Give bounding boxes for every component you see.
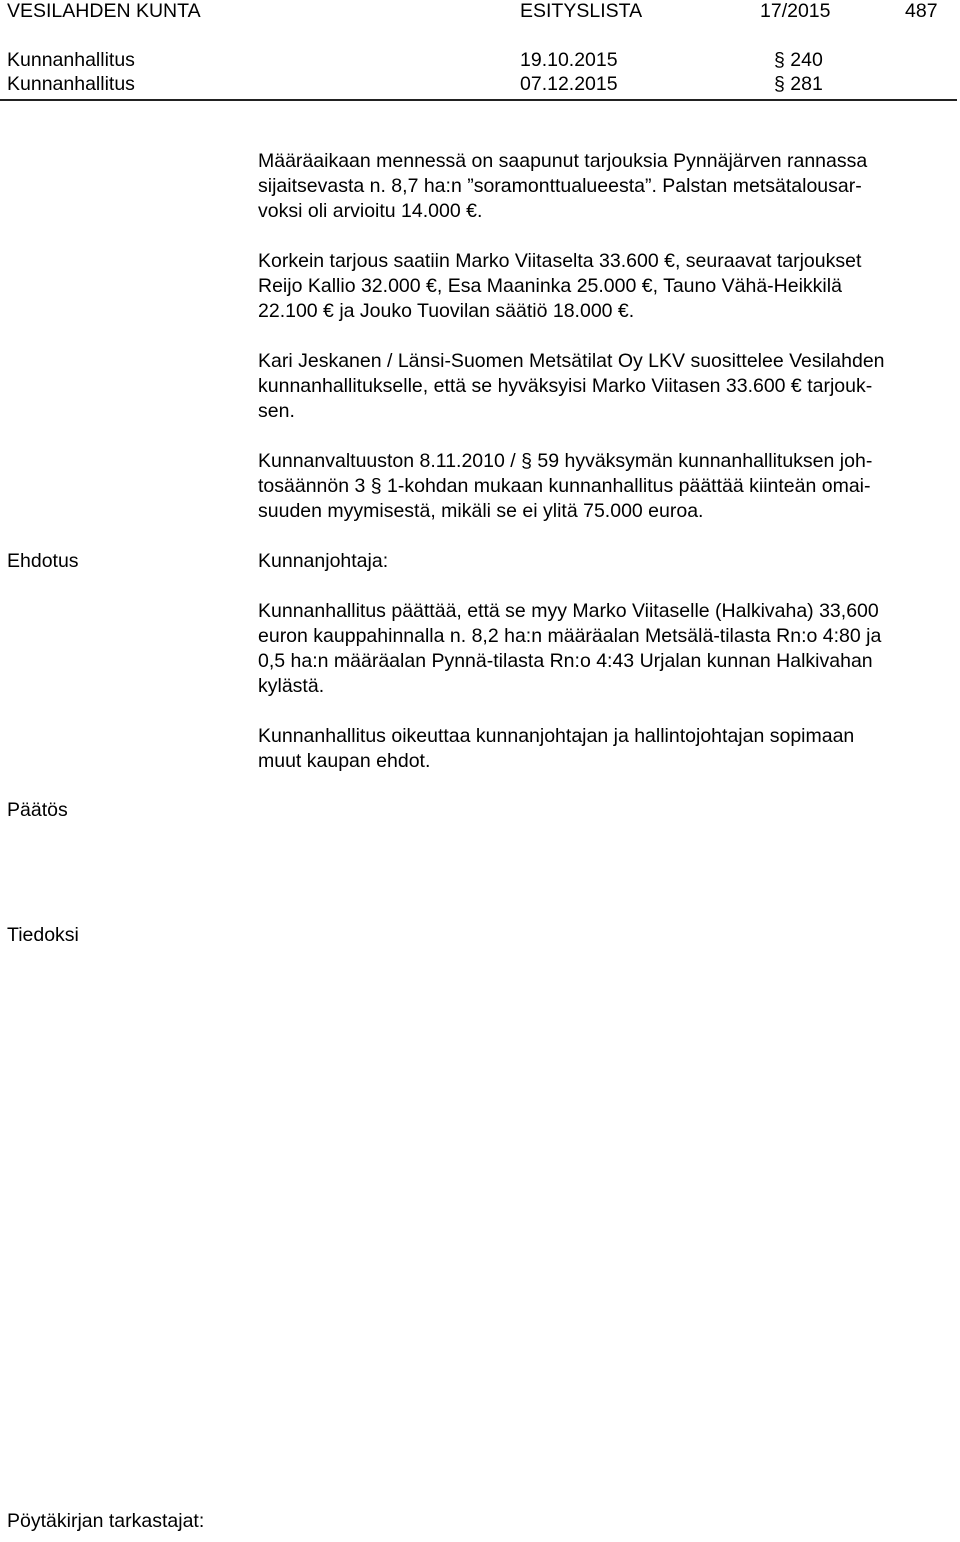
text-line: suuden myymisestä, mikäli se ei ylitä 75.000 euroa. [258,500,704,522]
page-number: 487 [905,0,938,22]
text-line: muut kaupan ehdot. [258,750,431,772]
text-line: voksi oli arvioitu 14.000 €. [258,200,483,222]
recommendation-paragraph [258,349,958,424]
regulation-paragraph [258,449,958,524]
text-line: Kari Jeskanen / Länsi-Suomen Metsätilat Oy LKV suosittelee Vesilahden [258,350,885,372]
text-line: tosäännön 3 § 1-kohdan mukaan kunnanhallitus päättää kiinteän omai- [258,475,871,497]
text-line: 0,5 ha:n määräalan Pynnä-tilasta Rn:o 4:43 Urjalan kunnan Halkivahan [258,650,873,672]
section-number: § 281 [774,73,823,95]
document-number: 17/2015 [760,0,831,22]
meeting-body: Kunnanhallitus [7,49,135,71]
header-divider [0,99,957,101]
text-line: Kunnanhallitus oikeuttaa kunnanjohtajan ja hallintojohtajan sopimaan [258,725,855,747]
notices-label: Tiedoksi [7,924,79,946]
organization-name: VESILAHDEN KUNTA [7,0,201,22]
text-line: Korkein tarjous saatiin Marko Viitaselta 33.600 €, seuraavat tarjoukset [258,250,862,272]
background-paragraph [258,149,958,224]
text-line: sijaitsevasta n. 8,7 ha:n ”soramonttualueesta”. Palstan metsätalousar- [258,175,862,197]
authorization-paragraph [258,724,958,774]
text-line: sen. [258,400,295,422]
text-line: Kunnanhallitus päättää, että se myy Marko Viitaselle (Halkivaha) 33,600 [258,600,879,622]
proposal-paragraph [258,599,958,699]
text-line: kunnanhallitukselle, että se hyväksyisi Marko Viitasen 33.600 € tarjouk- [258,375,873,397]
text-line: Määräaikaan mennessä on saapunut tarjouksia Pynnäjärven rannassa [258,150,868,172]
author-line: Kunnanjohtaja: [258,550,389,572]
text-line: Kunnanvaltuuston 8.11.2010 / § 59 hyväksymän kunnanhallituksen joh- [258,450,873,472]
bids-paragraph [258,249,958,324]
meeting-body: Kunnanhallitus [7,73,135,95]
proposal-label: Ehdotus [7,550,79,572]
meeting-date: 19.10.2015 [520,49,618,71]
meeting-date: 07.12.2015 [520,73,618,95]
document-type: ESITYSLISTA [520,0,643,22]
text-line: Reijo Kallio 32.000 €, Esa Maaninka 25.000 €, Tauno Vähä-Heikkilä [258,275,842,297]
section-number: § 240 [774,49,823,71]
decision-label: Päätös [7,799,68,821]
proposal-author [258,549,958,574]
text-line: euron kauppahinnalla n. 8,2 ha:n määräalan Metsälä-tilasta Rn:o 4:80 ja [258,625,882,647]
text-line: kylästä. [258,675,325,697]
minutes-checkers-label: Pöytäkirjan tarkastajat: [7,1510,205,1532]
text-line: 22.100 € ja Jouko Tuovilan säätiö 18.000 €. [258,300,635,322]
